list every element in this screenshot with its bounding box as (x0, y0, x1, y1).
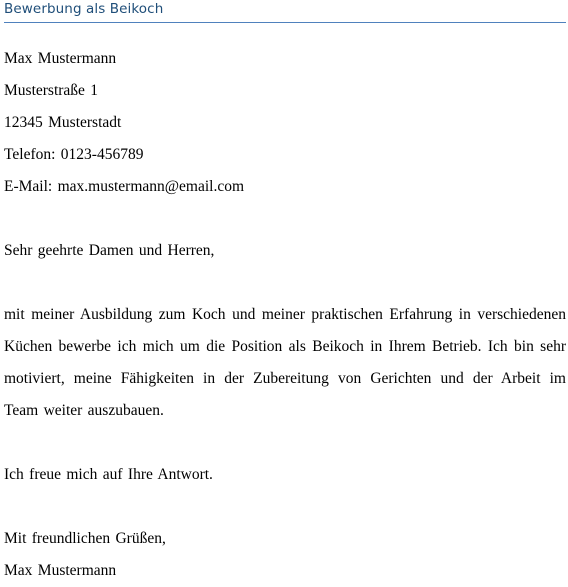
sender-address-block (4, 43, 566, 203)
letter-paragraph (4, 299, 566, 427)
closing-sentence (4, 459, 566, 491)
paragraph-line: Küchen bewerbe ich mich um die Position als Beikoch in Ihrem Betrieb. Ich bin sehr (4, 338, 566, 355)
salutation (4, 235, 566, 267)
paragraph-line: Team weiter auszubauen. (4, 402, 164, 419)
closing-sentence-text: Ich freue mich auf Ihre Antwort. (4, 466, 213, 483)
sender-phone: Telefon: 0123-456789 (4, 146, 144, 163)
salutation-text: Sehr geehrte Damen und Herren, (4, 242, 215, 259)
signature-name: Max Mustermann (4, 562, 117, 579)
document-title: Bewerbung als Beikoch (4, 1, 164, 17)
sign-off-text: Mit freundlichen Grüßen, (4, 530, 166, 547)
sender-name: Max Mustermann (4, 50, 117, 67)
sender-email: E-Mail: max.mustermann@email.com (4, 178, 245, 195)
sender-street: Musterstraße 1 (4, 82, 99, 99)
paragraph-line: motiviert, meine Fähigkeiten in der Zubereitung von Gerichten und der Arbeit im (4, 370, 566, 387)
sender-city: 12345 Musterstadt (4, 114, 122, 131)
paragraph-line: mit meiner Ausbildung zum Koch und meiner praktischen Erfahrung in verschiedenen (4, 306, 566, 323)
sign-off-block (4, 523, 566, 587)
document-header (4, 0, 566, 23)
